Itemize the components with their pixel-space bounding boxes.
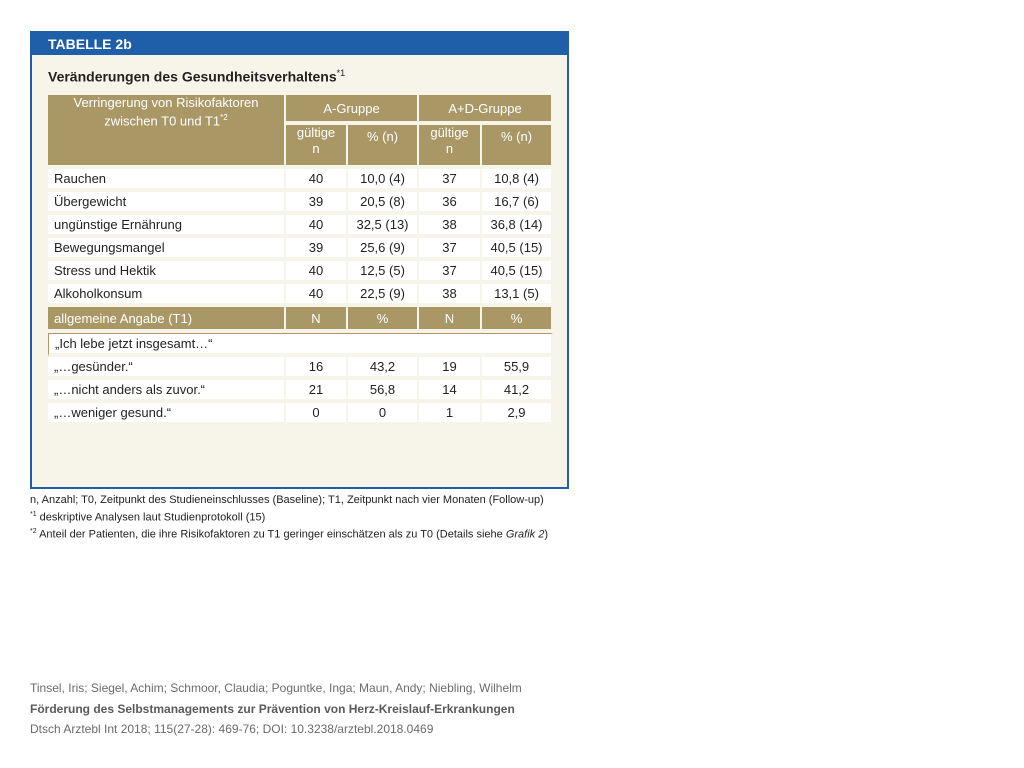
corner-line-1: Verringerung von Risikofaktoren (73, 95, 259, 110)
section-col-ad-n: N (419, 307, 482, 333)
row-label: „…weniger gesund.“ (48, 403, 286, 426)
cell-ad-pct: 36,8 (14) (482, 215, 553, 238)
cell-ad-n: 36 (419, 192, 482, 215)
subheader-a-n: gültige n (286, 125, 348, 169)
cell-ad-pct: 10,8 (4) (482, 169, 553, 192)
subheader-ad-n: gültige n (419, 125, 482, 169)
cell-a-pct: 0 (348, 403, 419, 426)
footnote-2-text: Anteil der Patienten, die ihre Risikofaktoren zu T1 geringer einschätzen als zu T0 (Details siehe (36, 528, 506, 541)
row-label: Stress und Hektik (48, 261, 286, 284)
cell-ad-pct: 2,9 (482, 403, 553, 426)
cell-ad-pct: 40,5 (15) (482, 261, 553, 284)
cell-a-n: 40 (286, 169, 348, 192)
group-header-a: A-Gruppe (286, 95, 419, 125)
cell-ad-n: 37 (419, 238, 482, 261)
cell-a-n: 21 (286, 380, 348, 403)
section-label: allgemeine Angabe (T1) (48, 307, 286, 333)
footnote-2-ref: Grafik 2 (505, 528, 545, 541)
cell-ad-n: 38 (419, 215, 482, 238)
section-col-ad-pct: % (482, 307, 553, 333)
footnote-2 (30, 525, 548, 542)
cell-a-pct: 25,6 (9) (348, 238, 419, 261)
figure-title-text: Veränderungen des Gesundheitsverhaltens (48, 68, 337, 85)
cell-a-n: 16 (286, 357, 348, 380)
section-header-row (48, 307, 553, 333)
section-col-a-pct: % (348, 307, 419, 333)
row-label: „…nicht anders als zuvor.“ (48, 380, 286, 403)
figure-title-marker: *1 (336, 68, 346, 78)
cell-a-pct: 43,2 (348, 357, 419, 380)
cell-ad-pct: 55,9 (482, 357, 553, 380)
citation-authors: Tinsel, Iris; Siegel, Achim; Schmoor, Claudia; Poguntke, Inga; Maun, Andy; Niebling, Wilhelm (30, 681, 522, 695)
cell-ad-n: 19 (419, 357, 482, 380)
cell-ad-n: 1 (419, 403, 482, 426)
subheader-ad-pct: % (n) (482, 125, 553, 169)
footnote-1 (30, 508, 548, 525)
cell-a-pct: 12,5 (5) (348, 261, 419, 284)
cell-ad-pct: 13,1 (5) (482, 284, 553, 307)
cell-a-n: 40 (286, 284, 348, 307)
table-row (48, 284, 553, 307)
cell-ad-pct: 41,2 (482, 380, 553, 403)
cell-a-n: 40 (286, 215, 348, 238)
table-row (48, 380, 553, 403)
cell-a-n: 40 (286, 261, 348, 284)
cell-a-pct: 20,5 (8) (348, 192, 419, 215)
footnote-1-marker: *1 (30, 510, 37, 518)
quote-lead-row (48, 333, 553, 357)
footnote-abbreviations: n, Anzahl; T0, Zeitpunkt des Studieneinschlusses (Baseline); T1, Zeitpunkt nach vier Monaten (Follow-up) (30, 494, 544, 506)
cell-a-n: 39 (286, 192, 348, 215)
corner-line-2: zwischen T0 und T1 (104, 113, 221, 129)
group-header-ad: A+D-Gruppe (419, 95, 553, 125)
table-row (48, 215, 553, 238)
row-label: „…gesünder.“ (48, 357, 286, 380)
section-col-a-n: N (286, 307, 348, 333)
corner-header (48, 95, 286, 169)
cell-a-pct: 22,5 (9) (348, 284, 419, 307)
cell-ad-pct: 40,5 (15) (482, 238, 553, 261)
cell-ad-n: 37 (419, 261, 482, 284)
cell-a-n: 39 (286, 238, 348, 261)
figure-label: TABELLE 2b (32, 33, 567, 55)
cell-ad-pct: 16,7 (6) (482, 192, 553, 215)
footnote-2-end: ) (544, 528, 548, 541)
cell-a-pct: 10,0 (4) (348, 169, 419, 192)
corner-marker: *2 (220, 113, 228, 122)
citation-title: Förderung des Selbstmanagements zur Prävention von Herz-Kreislauf-Erkrankungen (30, 701, 515, 716)
table-figure (30, 31, 569, 489)
table-row (48, 403, 553, 426)
table-row (48, 357, 553, 380)
citation-source: Dtsch Arztebl Int 2018; 115(27-28): 469-76; DOI: 10.3238/arztebl.2018.0469 (30, 722, 434, 736)
row-label: Rauchen (48, 169, 286, 192)
footnotes (30, 493, 548, 542)
row-label: Bewegungsmangel (48, 238, 286, 261)
table-row (48, 238, 553, 261)
cell-ad-n: 38 (419, 284, 482, 307)
data-table (48, 95, 553, 426)
citation (30, 678, 522, 740)
cell-a-pct: 56,8 (348, 380, 419, 403)
row-label: Alkoholkonsum (48, 284, 286, 307)
cell-ad-n: 14 (419, 380, 482, 403)
row-label: ungünstige Ernährung (48, 215, 286, 238)
header-row-groups (48, 95, 553, 125)
figure-title (48, 68, 345, 85)
footnote-1-text: deskriptive Analysen laut Studienprotokoll (15) (36, 511, 266, 524)
table-row (48, 261, 553, 284)
cell-a-n: 0 (286, 403, 348, 426)
footnote-2-marker: *2 (30, 527, 37, 535)
row-label: Übergewicht (48, 192, 286, 215)
quote-lead: „Ich lebe jetzt insgesamt…“ (48, 333, 553, 357)
table-row (48, 192, 553, 215)
cell-ad-n: 37 (419, 169, 482, 192)
cell-a-pct: 32,5 (13) (348, 215, 419, 238)
table-row (48, 169, 553, 192)
subheader-a-pct: % (n) (348, 125, 419, 169)
